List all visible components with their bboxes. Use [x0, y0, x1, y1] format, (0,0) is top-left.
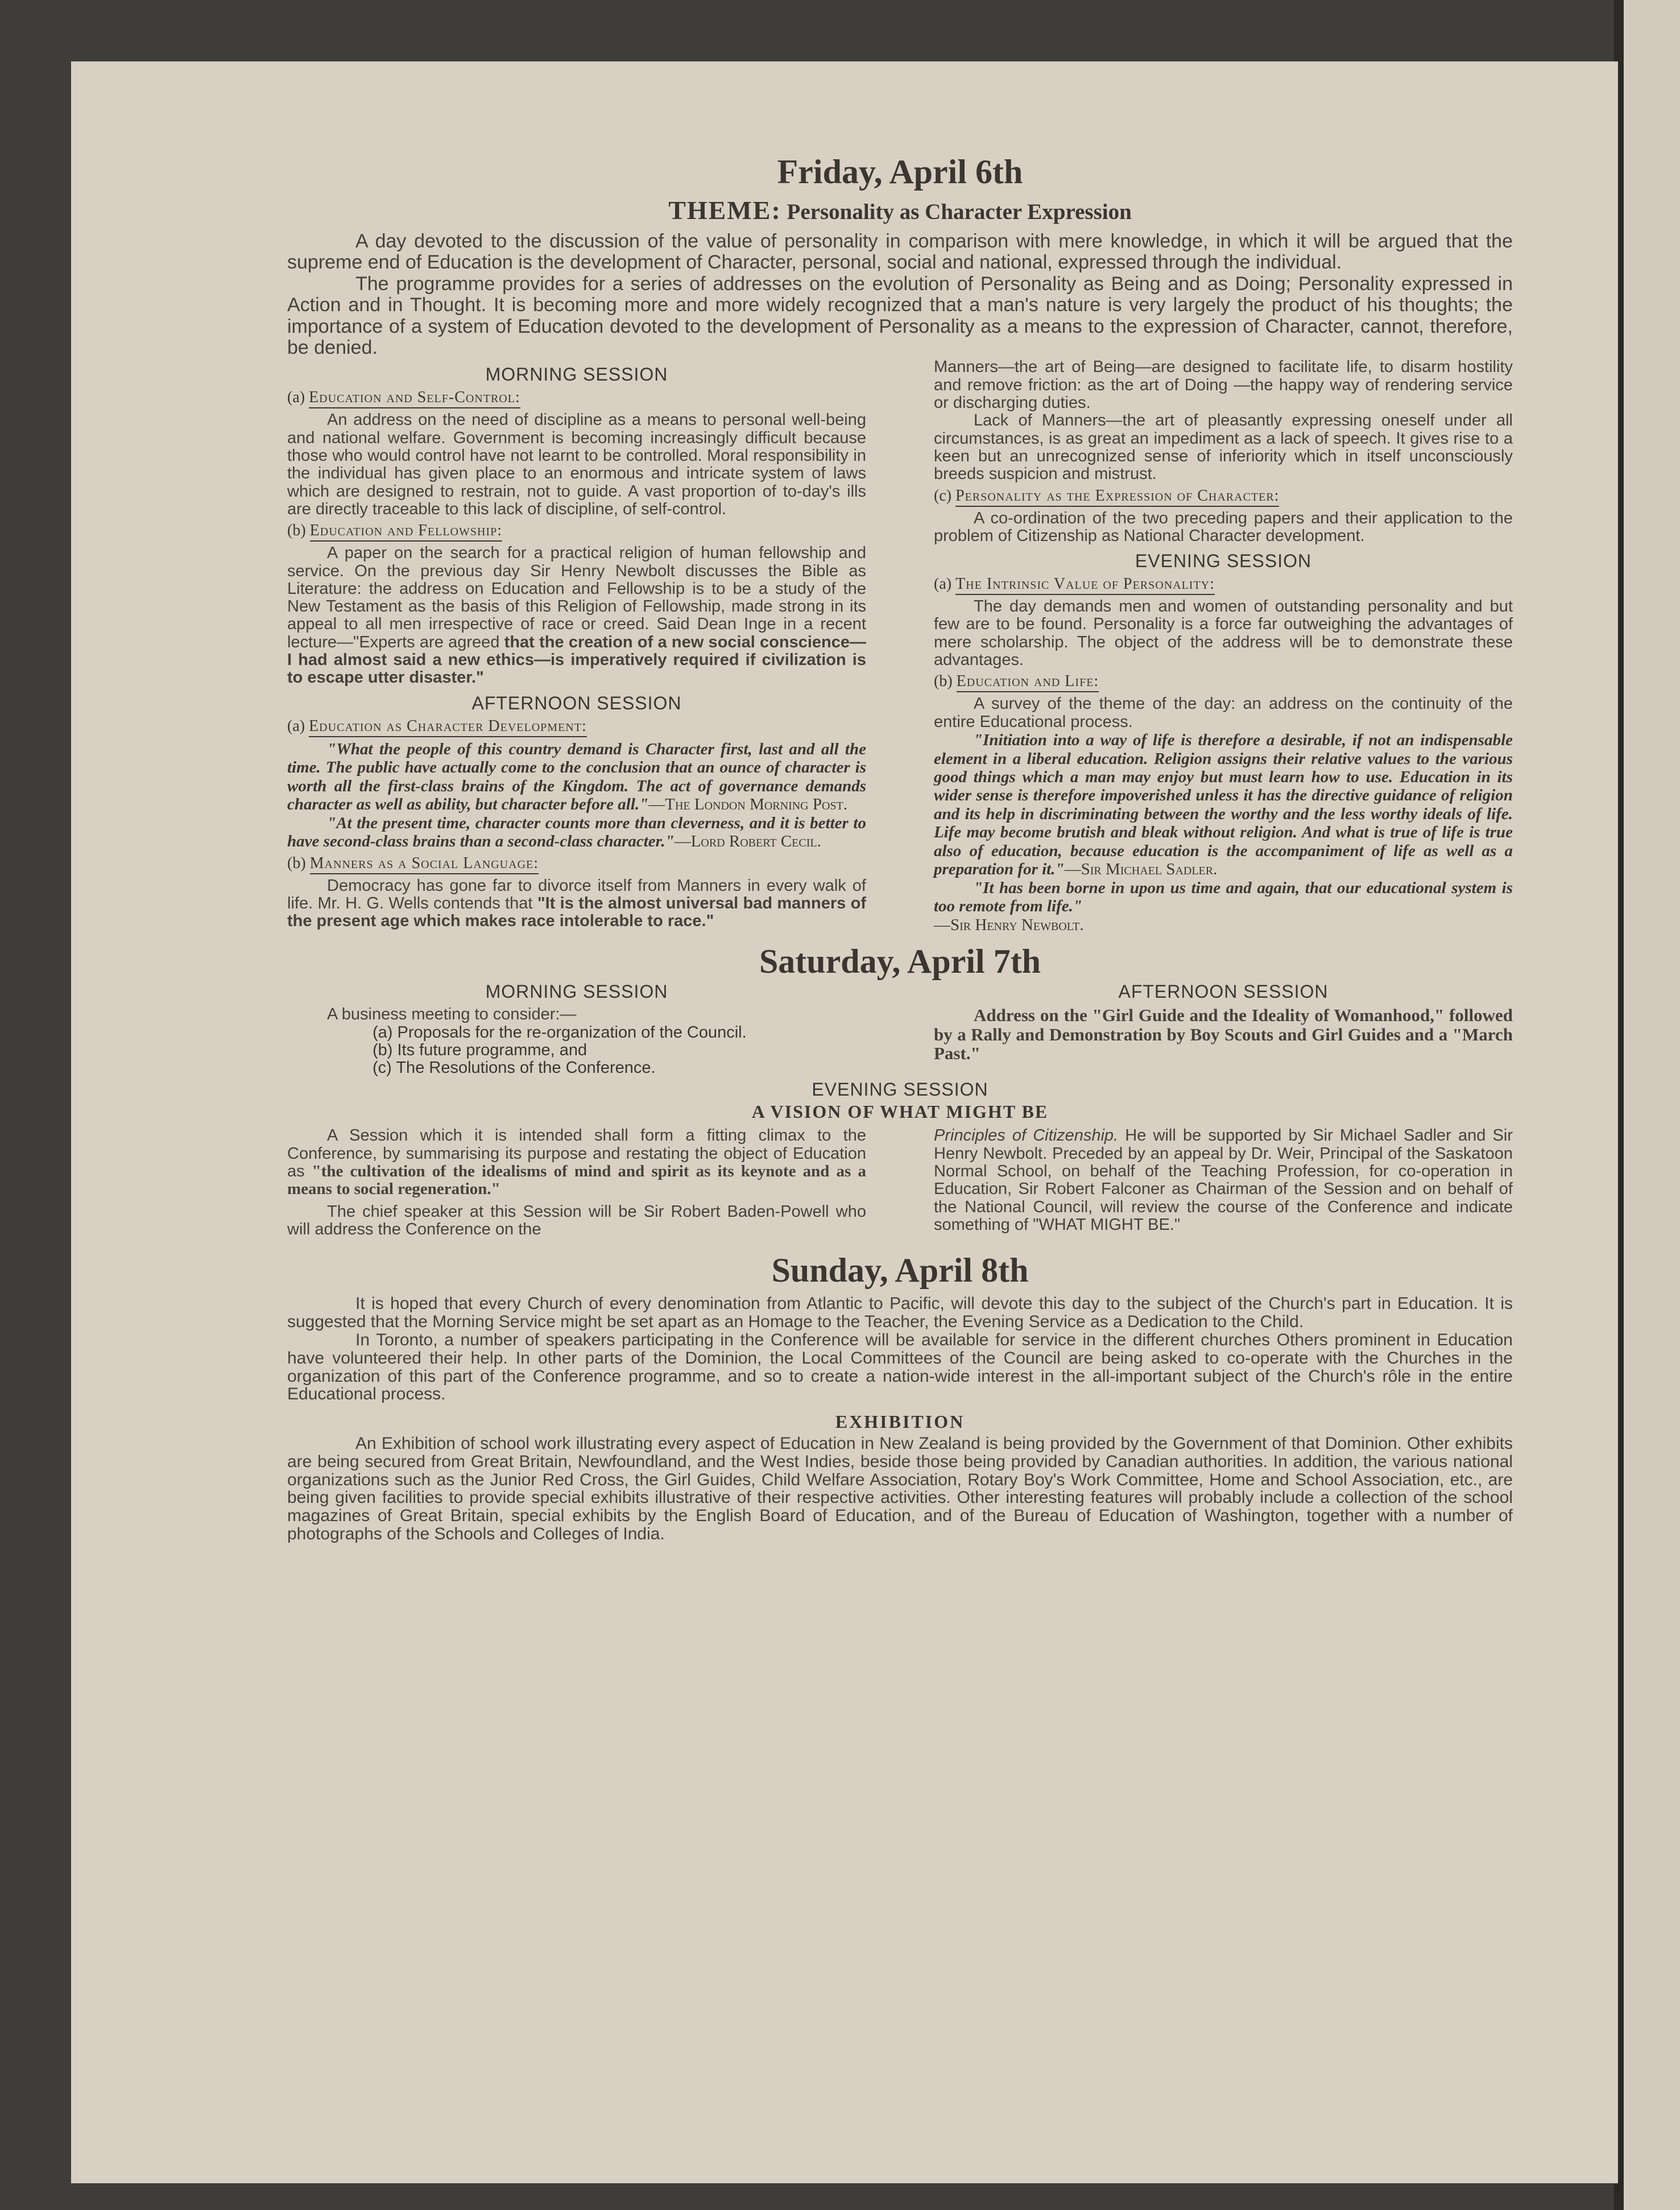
- quote-attribution: —The London Morning Post.: [648, 795, 848, 814]
- item-title: Education and Self-Control:: [309, 389, 520, 408]
- item-label: (a): [934, 575, 952, 593]
- sunday-p2: In Toronto, a number of speakers participating in the Conference will be available for service in the different churches Others prominent in Education have volunteered their help. In other parts of the Dominion, the Local Committees of the Council are being asked to co-operate with the Churches in the organization of this part of the Conference programme, and so to create a nation-wide interest in the all-important subject of the Church's rôle in the entire Educational process.: [287, 1330, 1513, 1404]
- item-label: (b): [934, 672, 953, 691]
- item-title: Manners as a Social Language:: [310, 854, 539, 874]
- item-label: (a): [287, 717, 305, 735]
- item-label: (a): [287, 389, 305, 407]
- friday-sessions: [287, 358, 1513, 934]
- morning-session-heading: MORNING SESSION: [485, 364, 668, 385]
- evening-p1-bold: "the cultivation of the idealisms of mind and spirit as its keynote and as a means to social regeneration.": [287, 1162, 867, 1199]
- afternoon-session-heading: AFTERNOON SESSION: [471, 692, 682, 713]
- quote-text: "At the present time, character counts more than cleverness, and it is better to have second-class brains than a second-class character.": [287, 813, 866, 851]
- item-title: Education and Fellowship:: [310, 522, 502, 542]
- saturday-evening-theme: A VISION OF WHAT MIGHT BE: [751, 1101, 1049, 1122]
- evening-b-body: A survey of the theme of the day: an address on the continuity of the entire Educational process.: [934, 695, 1513, 731]
- morning-item-b: [287, 522, 866, 540]
- evening-b-quote: [934, 731, 1513, 879]
- friday-intro-1: A day devoted to the discussion of the value of personality in comparison with mere knowledge, in which it will be argued that the supreme end of Education is the development of Character, personal, social and national, expressed through the individual.: [287, 230, 1513, 274]
- quote-text: "Initiation into a way of life is therefore a desirable, if not an indispensable element in a liberal education. Religion assigns their relative values to the various good things which a man may enjoy but must learn how to use. Education in its wider sense is therefore impoverished unless it has the directive guidance of religion and its help in discriminating between the worthy and the less worthy ideals of life. Life may become brutish and bleak without religion. And what is true of life is true also of education, because education is the accompaniment of life as well as a preparation for it.": [934, 731, 1513, 879]
- afternoon-b-text: Democracy has gone far to divorce itself from Manners in every walk of life. Mr. H. G. Wells contends that: [287, 876, 866, 912]
- item-title: Personality as the Expression of Character:: [955, 487, 1279, 507]
- quote-attribution: —Sir Henry Newbolt.: [934, 915, 1084, 934]
- evening-b-quote-2: [934, 879, 1513, 934]
- saturday-morning-list: [373, 1024, 866, 1077]
- sunday-p1: It is hoped that every Church of every denomination from Atlantic to Pacific, will devote this day to the subject of the Church's part in Education. It is suggested that the Morning Service might be set apart as an Homage to the Teacher, the Evening Service as a Dedication to the Child.: [287, 1294, 1513, 1332]
- morning-b-text: A paper on the search for a practical religion of human fellowship and service. On the previous day Sir Henry Newbolt discusses the Bible as Literature: the address on Education and Fellowship is to be a study of the New Testament as the basis of this Religion of Fellowship, made strong in its appeal to all men irrespective of race or creed. Said Dean Inge in a recent lecture—"Experts are agreed: [287, 544, 866, 651]
- evening-a-body: The day demands men and women of outstanding personality and but few are to be found. Personality is a force far outweighing the advantages of mere scholarship. The object of the address will be to demonstrate these advantages.: [934, 597, 1513, 670]
- sunday-title: Sunday, April 8th: [771, 1251, 1029, 1290]
- list-item: (a) Proposals for the re-organization of the Council.: [373, 1023, 747, 1042]
- evening-session-heading: EVENING SESSION: [1135, 551, 1312, 572]
- item-label: (c): [934, 486, 952, 505]
- facing-page-edge: [1624, 0, 1680, 2210]
- saturday-evening-p3: [934, 1127, 1513, 1234]
- manners-continued-1: Manners—the art of Being—are designed to facilitate life, to disarm hostility and remove friction: as the art of Doing —the happy way of rendering service or discharging duties.: [934, 358, 1513, 412]
- saturday-evening: [287, 1127, 1513, 1238]
- saturday-afternoon-heading: AFTERNOON SESSION: [1118, 981, 1329, 1002]
- afternoon-a-quote: [287, 740, 866, 814]
- saturday-afternoon-body: Address on the "Girl Guide and the Ideality of Womanhood," followed by a Rally and Demonstration by Boy Scouts and Girl Guides and a "March Past.": [934, 1005, 1513, 1064]
- item-title: Education and Life:: [957, 672, 1099, 692]
- evening-p3-text: He will be supported by Sir Michael Sadler and Sir Henry Newbolt. Preceded by an appeal by Dr. Weir, Principal of the Saskatoon Normal School, on behalf of the Teaching Profession, for co-operation in Education, Sir Robert Falconer as Chairman of the Session and on behalf of the National Council, will review the course of the Conference and indicate something of "WHAT MIGHT BE.": [934, 1126, 1513, 1234]
- friday-title: Friday, April 6th: [777, 153, 1023, 191]
- saturday-sessions: [287, 981, 1513, 1077]
- saturday-evening-p1: [287, 1127, 866, 1198]
- item-title: Education as Character Development:: [309, 717, 587, 737]
- item-title: The Intrinsic Value of Personality:: [955, 575, 1215, 595]
- afternoon-item-b: [287, 854, 866, 873]
- theme-label: THEME:: [668, 196, 781, 225]
- morning-b-bold: that the creation of a new social conscience—I had almost said a new ethics—is imperatively required if civilization is to escape utter disaster.": [287, 633, 867, 687]
- exhibition-heading: EXHIBITION: [835, 1411, 965, 1432]
- morning-item-a: [287, 389, 866, 407]
- quote-attribution: —Sir Michael Sadler.: [1064, 860, 1218, 879]
- evening-p1-text: A Session which it is intended shall form a fitting climax to the Conference, by summarising its purpose and restating the object of Education as: [287, 1126, 866, 1181]
- evening-p3-italic: Principles of Citizenship.: [934, 1126, 1119, 1145]
- evening-item-a: [934, 575, 1513, 593]
- friday-intro-2: The programme provides for a series of addresses on the evolution of Personality as Being and as Doing; Personality expressed in Action and in Thought. It is becoming more and more widely recognized that a man's nature is very largely the product of his thoughts; the importance of a system of Education devoted to the development of Personality as a means to the expression of Character, cannot, therefore, be denied.: [287, 272, 1513, 358]
- saturday-morning-heading: MORNING SESSION: [485, 981, 668, 1002]
- quote-text: "What the people of this country demand is Character first, last and all the time. The public have actually come to the conclusion that an ounce of character is worth all the first-class brains of the Kingdom. The act of governance demands character as well as ability, but character before all.": [287, 740, 866, 814]
- item-label: (b): [287, 522, 306, 540]
- quote-text: "It has been borne in upon us time and again, that our educational system is too remote from life.": [934, 878, 1513, 916]
- saturday-left-column: [287, 981, 866, 1077]
- friday-right-column: [934, 358, 1513, 934]
- manners-continued-2: Lack of Manners—the art of pleasantly expressing oneself under all circumstances, is as great an impediment as a lack of speech. It gives rise to a keen but an unrecognized sense of inferiority which in itself unconsciously breeds suspicion and mistrust.: [934, 411, 1513, 484]
- afternoon-item-a: [287, 717, 866, 736]
- saturday-title: Saturday, April 7th: [759, 943, 1041, 981]
- item-label: (b): [287, 854, 306, 872]
- saturday-evening-heading: EVENING SESSION: [812, 1079, 988, 1100]
- saturday-right-column: [934, 981, 1513, 1077]
- afternoon-item-c: [934, 487, 1513, 505]
- morning-a-body: An address on the need of discipline as a means to personal well-being and national welfare. Government is becoming increasingly difficult because those who would control have not learnt to be controlled. Moral responsibility in the individual has given place to an enormous and intricate system of laws which are designed to restrain, not to guide. A vast proportion of to-day's ills are directly traceable to this lack of discipline, of self-control.: [287, 411, 866, 518]
- afternoon-b-body: [287, 877, 866, 931]
- evening-item-b: [934, 672, 1513, 691]
- quote-attribution: —Lord Robert Cecil.: [674, 832, 821, 851]
- morning-b-body: [287, 544, 866, 687]
- friday-left-column: [287, 358, 866, 934]
- document-page: [71, 61, 1618, 2183]
- list-item: (c) The Resolutions of the Conference.: [373, 1059, 656, 1077]
- friday-theme: [287, 195, 1513, 225]
- afternoon-a-quote-2: [287, 814, 866, 851]
- saturday-evening-p2: The chief speaker at this Session will be Sir Robert Baden-Powell who will address the Conference on the: [287, 1202, 866, 1238]
- saturday-evening-right: [934, 1127, 1513, 1238]
- list-item: (b) Its future programme, and: [373, 1040, 587, 1059]
- exhibition-body: An Exhibition of school work illustrating every aspect of Education in New Zealand is being provided by the Government of that Dominion. Other exhibits are being secured from Great Britain, Newfoundland, and the West Indies, beside those being provided by Canadian authorities. In addition, the various national organizations such as the Junior Red Cross, the Girl Guides, Child Welfare Association, Rotary Boy's Work Committee, Home and School Association, etc., are being given facilities to provide special exhibits illustrative of their respective activities. Other interesting features will probably include a collection of the school magazines of Great Britain, special exhibits by the English Board of Education, and of the Bureau of Education of Washington, together with a number of photographs of the Schools and Colleges of India.: [287, 1434, 1513, 1544]
- theme-text: Personality as Character Expression: [787, 200, 1132, 224]
- page-content: [287, 152, 1513, 1543]
- afternoon-c-body: A co-ordination of the two preceding papers and their application to the problem of Citizenship as National Character development.: [934, 509, 1513, 545]
- saturday-morning-intro: A business meeting to consider:—: [327, 1005, 577, 1024]
- saturday-evening-left: [287, 1127, 866, 1238]
- afternoon-b-bold: "It is the almost universal bad manners of the present age which makes race intolerable to race.": [287, 894, 866, 931]
